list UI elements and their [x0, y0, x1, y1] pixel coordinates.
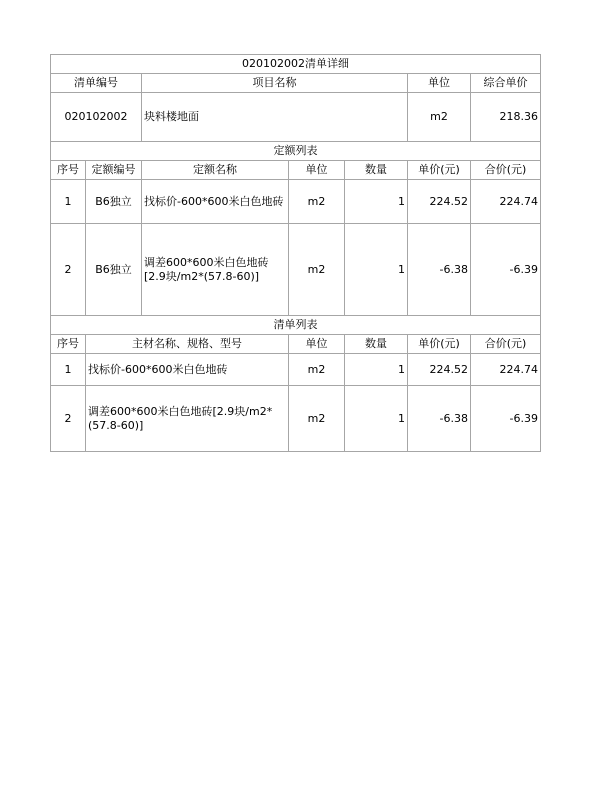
quota-seq-header: 序号 — [51, 161, 86, 180]
material-unit-price: -6.38 — [408, 386, 471, 452]
quota-name-header: 定额名称 — [142, 161, 289, 180]
quota-name: 找标价-600*600米白色地砖 — [142, 180, 289, 224]
quota-unit: m2 — [289, 180, 345, 224]
quota-row — [51, 224, 541, 316]
bill-name: 块料楼地面 — [142, 93, 408, 142]
material-row — [51, 354, 541, 386]
material-name-header: 主材名称、规格、型号 — [86, 335, 289, 354]
material-unit: m2 — [289, 386, 345, 452]
material-row — [51, 386, 541, 452]
materials-section-title: 清单列表 — [51, 316, 541, 335]
bill-row — [51, 93, 541, 142]
bill-price: 218.36 — [471, 93, 541, 142]
material-unit: m2 — [289, 354, 345, 386]
quota-unit-price-header: 单价(元) — [408, 161, 471, 180]
quota-code: B6独立 — [86, 180, 142, 224]
material-total: -6.39 — [471, 386, 541, 452]
quota-qty: 1 — [345, 224, 408, 316]
bill-price-header: 综合单价 — [471, 74, 541, 93]
quota-qty: 1 — [345, 180, 408, 224]
material-unit-header: 单位 — [289, 335, 345, 354]
quota-total: -6.39 — [471, 224, 541, 316]
quota-unit-price: 224.52 — [408, 180, 471, 224]
material-total-header: 合价(元) — [471, 335, 541, 354]
material-name: 调差600*600米白色地砖[2.9块/m2*(57.8-60)] — [86, 386, 289, 452]
material-name: 找标价-600*600米白色地砖 — [86, 354, 289, 386]
bill-detail-sheet — [50, 54, 541, 452]
quota-unit-price: -6.38 — [408, 224, 471, 316]
quota-code-header: 定额编号 — [86, 161, 142, 180]
quota-seq: 2 — [51, 224, 86, 316]
material-seq: 2 — [51, 386, 86, 452]
material-unit-price-header: 单价(元) — [408, 335, 471, 354]
quota-section-title: 定额列表 — [51, 142, 541, 161]
sheet-title: 020102002清单详细 — [51, 55, 541, 74]
bill-name-header: 项目名称 — [142, 74, 408, 93]
bill-code-header: 清单编号 — [51, 74, 142, 93]
material-total: 224.74 — [471, 354, 541, 386]
material-qty: 1 — [345, 354, 408, 386]
quota-name: 调差600*600米白色地砖[2.9块/m2*(57.8-60)] — [142, 224, 289, 316]
quota-unit-header: 单位 — [289, 161, 345, 180]
quota-qty-header: 数量 — [345, 161, 408, 180]
quota-code: B6独立 — [86, 224, 142, 316]
bill-code: 020102002 — [51, 93, 142, 142]
material-qty: 1 — [345, 386, 408, 452]
material-seq: 1 — [51, 354, 86, 386]
material-qty-header: 数量 — [345, 335, 408, 354]
bill-unit: m2 — [408, 93, 471, 142]
quota-total: 224.74 — [471, 180, 541, 224]
quota-row — [51, 180, 541, 224]
quota-total-header: 合价(元) — [471, 161, 541, 180]
material-unit-price: 224.52 — [408, 354, 471, 386]
material-seq-header: 序号 — [51, 335, 86, 354]
quota-seq: 1 — [51, 180, 86, 224]
bill-unit-header: 单位 — [408, 74, 471, 93]
quota-unit: m2 — [289, 224, 345, 316]
